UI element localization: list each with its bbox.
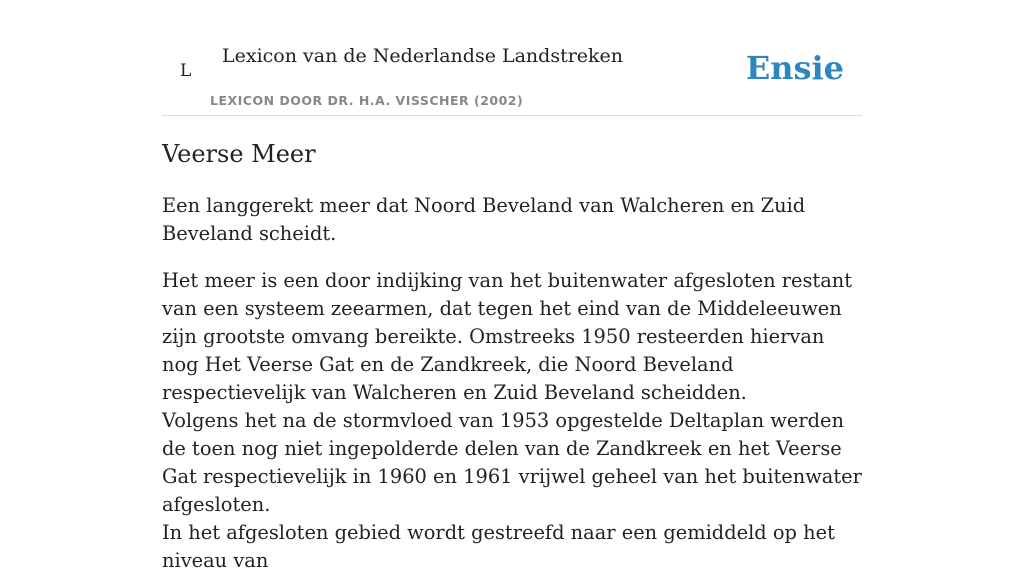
lexicon-logo-icon[interactable]: L bbox=[180, 61, 192, 81]
lexicon-title-link[interactable]: Lexicon van de Nederlandse Landstreken bbox=[222, 45, 624, 67]
paragraph: Een langgerekt meer dat Noord Beveland van Walcheren en Zuid Beveland scheidt. bbox=[162, 194, 806, 245]
ensie-logo-link[interactable]: Ensie bbox=[745, 49, 844, 87]
paragraph: In het afgesloten gebied wordt gestreefd naar een gemiddeld op het niveau van bbox=[162, 521, 835, 572]
paragraph: Volgens het na de stormvloed van 1953 opgestelde Deltaplan werden de toen nog niet ingepolderde delen van de Zandkreek en het Veerse Gat respectievelijk in 1960 en 1961 vrijwel geheel van het buitenwater afgesloten. bbox=[162, 409, 862, 516]
paragraph: Het meer is een door indijking van het buitenwater afgesloten restant van een systeem zeearmen, dat tegen het eind van de Middeleeuwen zijn grootste omvang bereikte. Omstreeks 1950 resteerden hiervan nog Het Veerse Gat en de Zandkreek, die Noord Beveland respectievelijk van Walcheren en Zuid Beveland scheidden. bbox=[162, 269, 853, 404]
page-container bbox=[162, 0, 862, 572]
lexicon-author: LEXICON DOOR DR. H.A. VISSCHER (2002) bbox=[210, 93, 524, 108]
site-header bbox=[162, 0, 862, 116]
entry-body bbox=[162, 192, 867, 575]
entry-title: Veerse Meer bbox=[162, 140, 316, 168]
